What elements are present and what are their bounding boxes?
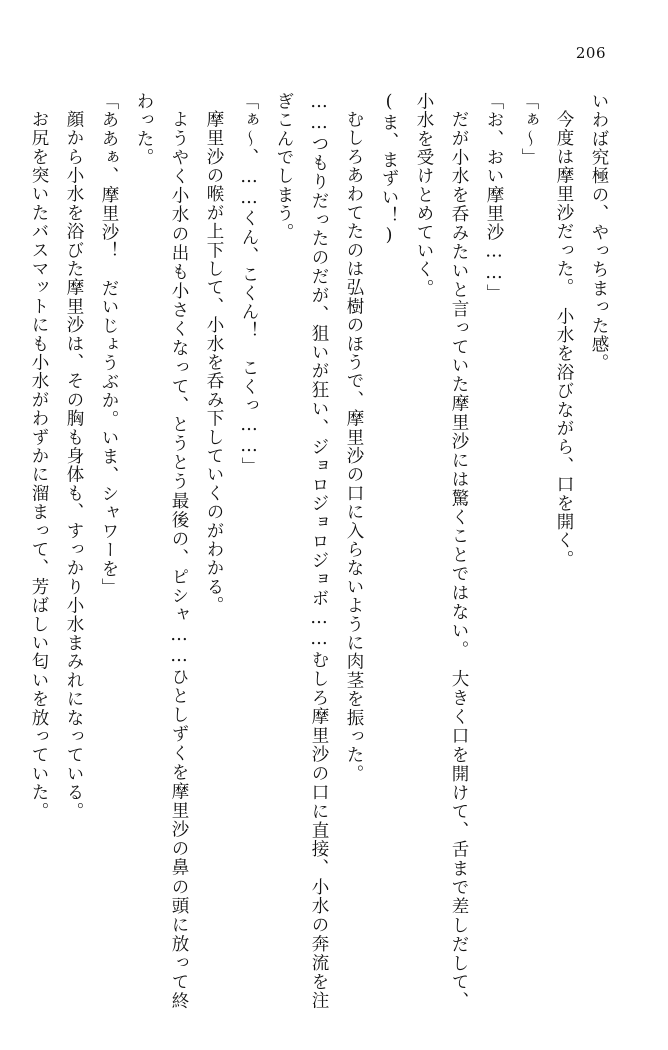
body-paragraph: だが小水を呑みたいと言っていた摩里沙には驚くことではない。 大きく口を開けて、舌まで差しだして、小水を受けとめていく。 — [414, 92, 469, 1010]
body-paragraph: 摩里沙の喉が上下して、小水を呑み下していくのがわかる。 — [204, 109, 224, 615]
body-text — [29, 92, 616, 1010]
page-number: 206 — [575, 44, 606, 62]
body-paragraph: ようやく小水の出も小さくなって、とうとう最後の、ピシャ……ひとしずくを摩里沙の鼻の頭に放って終わった。 — [134, 92, 189, 1010]
body-paragraph: 「ぁ〜」 — [519, 92, 539, 167]
body-paragraph: 「お、おい摩里沙……」 — [484, 92, 504, 303]
body-paragraph: (ま、まずい！) — [379, 92, 399, 247]
body-paragraph: 今度は摩里沙だった。 小水を浴びながら、口を開く。 — [554, 109, 574, 569]
body-paragraph: いわば究極の、やっちまった感。 — [589, 92, 609, 373]
body-paragraph: 顔から小水を浴びた摩里沙は、その胸も身体も、すっかり小水まみれになっている。 — [64, 109, 84, 821]
body-paragraph: お尻を突いたバスマットにも小水がわずかに溜まって、芳ばしい匂いを放っていた。 — [29, 109, 49, 821]
body-paragraph: むしろあわてたのは弘樹のほうで、摩里沙の口に入らないように肉茎を振った。 — [344, 109, 364, 783]
body-paragraph: 「ぁ〜、……くん、こくん！ こくっ……」 — [239, 92, 259, 476]
body-paragraph: 「ああぁ、摩里沙！ だいじょうぶか。いま、シャワーを」 — [99, 92, 119, 597]
body-paragraph: ……つもりだったのだが、狙いが狂い、ジョロジョロジョボ……むしろ摩里沙の口に直接、小水の奔流を注ぎこんでしまう。 — [274, 92, 329, 1010]
